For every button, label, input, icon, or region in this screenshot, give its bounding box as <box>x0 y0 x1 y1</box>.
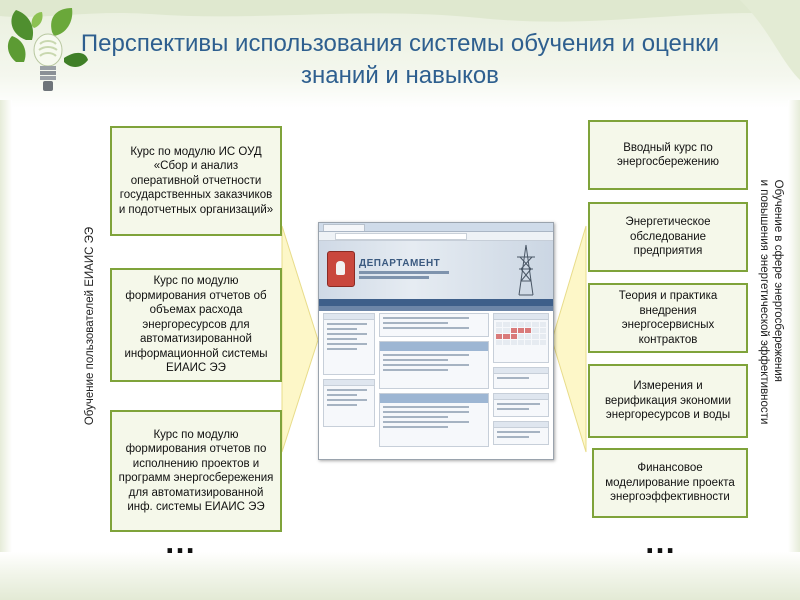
right-course-box: Измерения и верификация экономии энергоресурсов и воды <box>588 364 748 438</box>
right-course-box: Энергетическое обследование предприятия <box>588 202 748 272</box>
left-arrow-shape <box>282 226 318 452</box>
left-course-box: Курс по модулю формирования отчетов по исполнению проектов и программ энергосбережения для автоматизированной инф. системы ЕИАИС ЭЭ <box>110 410 282 532</box>
portal-main-column <box>379 313 489 455</box>
right-course-box: Теория и практика внедрения энергосервисных контрактов <box>588 283 748 353</box>
portal-header-title: ДЕПАРТАМЕНТ <box>359 258 441 269</box>
portal-nav-bar <box>319 299 553 306</box>
power-tower-icon <box>511 243 541 297</box>
left-course-box: Курс по модулю формирования отчетов об объемах расхода энергоресурсов для автоматизированной информационной системы ЕИАИС ЭЭ <box>110 268 282 382</box>
browser-titlebar <box>319 223 553 232</box>
portal-right-column <box>493 313 549 455</box>
portal-header <box>319 241 553 299</box>
portal-screenshot-image <box>318 222 554 460</box>
right-course-box: Вводный курс по энергосбережению <box>588 120 748 190</box>
left-ellipsis: … <box>164 524 199 560</box>
portal-left-column <box>323 313 375 455</box>
right-arrow-shape <box>552 226 586 452</box>
left-course-box: Курс по модулю ИС ОУД «Сбор и анализ оперативной отчетности государственных заказчиков и подотчетных организаций» <box>110 126 282 236</box>
page-title: Перспективы использования системы обучения и оценки знаний и навыков <box>80 30 720 89</box>
right-side-label: Обучение в сфере энергосбережения и повышения энергетической эффективности <box>758 179 784 425</box>
right-course-box: Финансовое моделирование проекта энергоэффективности <box>592 448 748 518</box>
browser-address-bar <box>319 232 553 241</box>
moscow-emblem-icon <box>327 251 355 287</box>
left-side-label: Обучение пользователей ЕИАИС ЭЭ <box>84 226 96 426</box>
right-ellipsis: … <box>644 524 679 560</box>
portal-calendar <box>494 320 548 347</box>
